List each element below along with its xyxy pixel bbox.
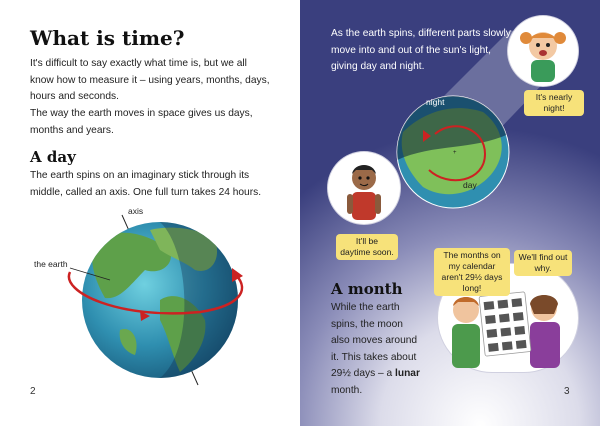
speech-bubble-calendar: The months on my calendar aren't 29½ days long! — [434, 248, 510, 296]
month-paragraph: While the earth spins, the moon also moves around it. This takes about 29½ days – a lunar month. — [331, 302, 420, 396]
intro-paragraph: It's difficult to say exactly what time is, but we all know how to measure it – using years, months, days, hours and seconds. — [30, 58, 270, 102]
night-label: night — [426, 97, 445, 107]
day-label: day — [463, 180, 477, 190]
heading-a-month: A month — [331, 280, 403, 298]
right-page — [300, 0, 600, 426]
earth-label: the earth — [34, 259, 68, 269]
speech-bubble-nearly-night: It's nearly night! — [524, 90, 584, 116]
girl-illustration — [508, 16, 578, 86]
page-number-right: 3 — [564, 386, 570, 397]
axis-label: axis — [128, 206, 144, 216]
speech-bubble-daytime-soon: It'll be daytime soon. — [336, 234, 398, 260]
earth-day-night-globe — [393, 92, 513, 212]
lunar-bold-term: lunar — [395, 368, 420, 379]
day-night-paragraph: As the earth spins, different parts slowly move into and out of the sun's light, giving day and night. — [331, 28, 511, 72]
page-title: What is time? — [30, 26, 185, 50]
boy-illustration — [328, 152, 400, 224]
speech-bubble-find-out: We'll find out why. — [514, 250, 572, 276]
svg-text:+: + — [453, 150, 457, 156]
day-paragraph: The earth spins on an imaginary stick through its middle, called an axis. One full turn takes 24 hours. — [30, 170, 262, 198]
page-number-left: 2 — [30, 386, 36, 397]
earth-movement-paragraph: The way the earth moves in space gives us days, months and years. — [30, 108, 253, 136]
heading-a-day: A day — [30, 148, 76, 166]
